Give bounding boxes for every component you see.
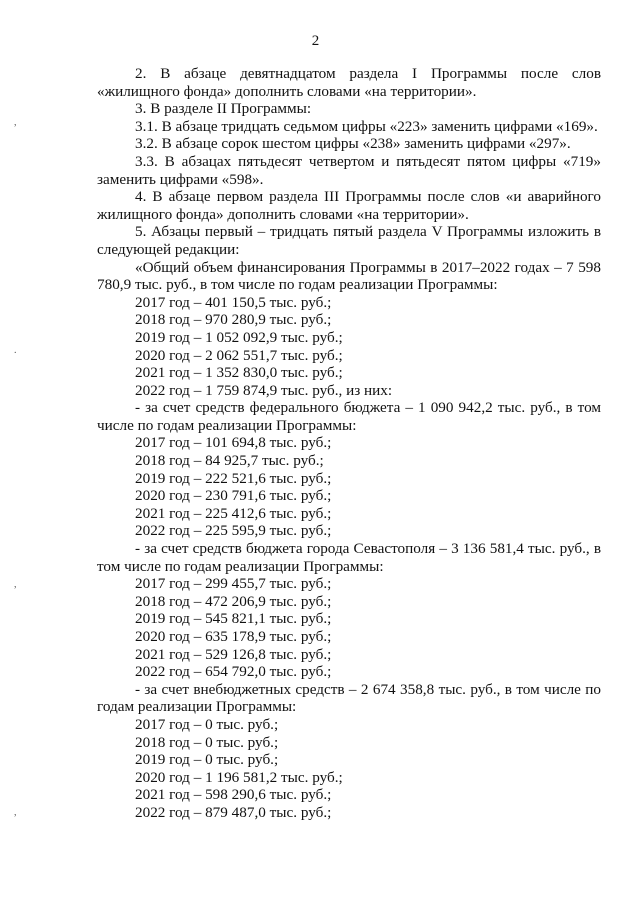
list-item: 2021 год – 598 290,6 тыс. руб.; bbox=[135, 786, 332, 804]
list-item: 2020 год – 1 196 581,2 тыс. руб.; bbox=[135, 768, 343, 786]
margin-mark: , bbox=[14, 807, 17, 818]
list-item: 2022 год – 1 759 874,9 тыс. руб., из них: bbox=[135, 381, 393, 399]
paragraph-4: 4. В абзаце первом раздела III Программы после слов «и аварийного жилищного фонда» дополнить словами «на территории». bbox=[97, 188, 601, 223]
list-item: 2017 год – 299 455,7 тыс. руб.; bbox=[135, 575, 332, 593]
city-budget-paragraph: - за счет средств бюджета города Севастополя – 3 136 581,4 тыс. руб., в том числе по годам реализации Программы: bbox=[97, 540, 601, 575]
list-item: 2017 год – 0 тыс. руб.; bbox=[135, 715, 279, 733]
list-item: 2021 год – 529 126,8 тыс. руб.; bbox=[135, 645, 332, 663]
list-item: 2022 год – 654 792,0 тыс. руб.; bbox=[135, 663, 332, 681]
list-item: 2020 год – 230 791,6 тыс. руб.; bbox=[135, 487, 332, 505]
federal-budget-paragraph: - за счет средств федерального бюджета – 1 090 942,2 тыс. руб., в том числе по годам реализации Программы: bbox=[97, 399, 601, 434]
list-item: 2019 год – 222 521,6 тыс. руб.; bbox=[135, 469, 332, 487]
list-item: 2019 год – 545 821,1 тыс. руб.; bbox=[135, 610, 332, 628]
list-item: 2018 год – 84 925,7 тыс. руб.; bbox=[135, 452, 324, 470]
list-item: 2018 год – 970 280,9 тыс. руб.; bbox=[135, 311, 332, 329]
list-item: 2017 год – 101 694,8 тыс. руб.; bbox=[135, 434, 332, 452]
list-item: 2021 год – 1 352 830,0 тыс. руб.; bbox=[135, 364, 343, 382]
list-item: 2019 год – 0 тыс. руб.; bbox=[135, 751, 279, 769]
list-item: 2022 год – 879 487,0 тыс. руб.; bbox=[135, 803, 332, 821]
total-financing-paragraph: «Общий объем финансирования Программы в 2017–2022 годах – 7 598 780,9 тыс. руб., в том числе по годам реализации Программы: bbox=[97, 258, 601, 294]
paragraph-3: 3. В разделе II Программы: bbox=[135, 100, 312, 118]
total-by-year-list bbox=[97, 294, 601, 400]
extrabudget-paragraph: - за счет внебюджетных средств – 2 674 358,8 тыс. руб., в том числе по годам реализации Программы: bbox=[97, 680, 601, 716]
list-item: 2020 год – 2 062 551,7 тыс. руб.; bbox=[135, 346, 343, 364]
list-item: 2018 год – 472 206,9 тыс. руб.; bbox=[135, 592, 332, 610]
paragraph-3-2: 3.2. В абзаце сорок шестом цифры «238» заменить цифрами «297». bbox=[135, 135, 571, 153]
list-item: 2017 год – 401 150,5 тыс. руб.; bbox=[135, 293, 332, 311]
list-item: 2018 год – 0 тыс. руб.; bbox=[135, 733, 279, 751]
margin-mark: , bbox=[14, 579, 17, 590]
paragraph-5: 5. Абзацы первый – тридцать пятый раздела V Программы изложить в следующей редакции: bbox=[97, 223, 601, 258]
document-body bbox=[97, 65, 601, 822]
federal-by-year-list bbox=[97, 434, 601, 540]
list-item: 2019 год – 1 052 092,9 тыс. руб.; bbox=[135, 328, 343, 346]
page-number: 2 bbox=[311, 33, 320, 49]
list-item: 2021 год – 225 412,6 тыс. руб.; bbox=[135, 504, 332, 522]
paragraph-2: 2. В абзаце девятнадцатом раздела I Программы после слов «жилищного фонда» дополнить словами «на территории». bbox=[97, 65, 601, 100]
extrabudget-by-year-list bbox=[97, 716, 601, 822]
list-item: 2022 год – 225 595,9 тыс. руб.; bbox=[135, 522, 332, 540]
margin-mark: , bbox=[14, 117, 17, 128]
list-item: 2020 год – 635 178,9 тыс. руб.; bbox=[135, 628, 332, 645]
paragraph-3-3: 3.3. В абзацах пятьдесят четвертом и пятьдесят пятом цифры «719» заменить цифрами «598». bbox=[97, 152, 601, 188]
paragraph-3-1: 3.1. В абзаце тридцать седьмом цифры «223» заменить цифрами «169». bbox=[135, 117, 598, 135]
city-by-year-list bbox=[97, 575, 601, 681]
margin-mark: . bbox=[14, 345, 17, 356]
